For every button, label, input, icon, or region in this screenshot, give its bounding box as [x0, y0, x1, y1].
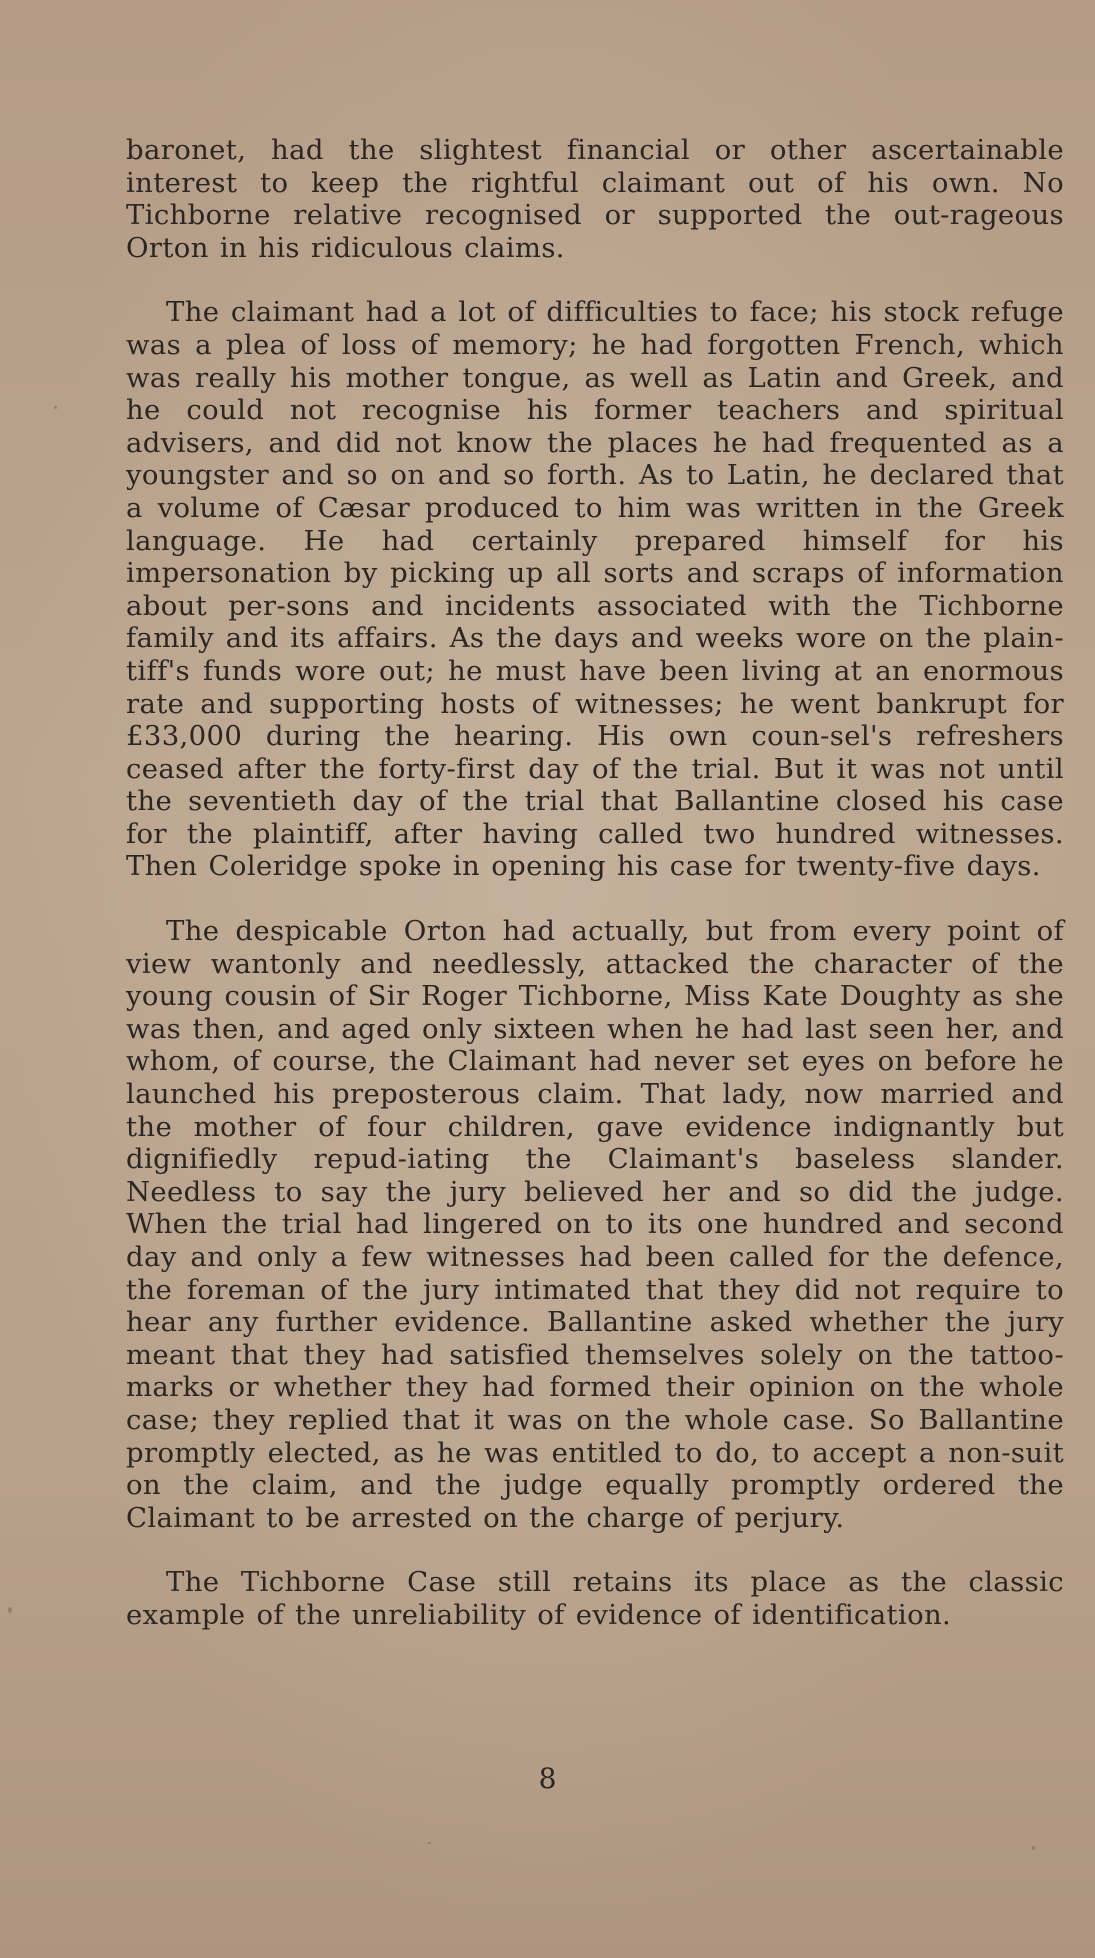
paper-speck — [1032, 1846, 1035, 1850]
paper-speck — [428, 1842, 431, 1844]
paragraph-4: The Tichborne Case still retains its place as the classic example of the unreliability of evidence of identification. — [126, 1566, 1064, 1631]
paragraph-1: baronet, had the slightest financial or other ascertainable interest to keep the rightful claimant out of his own. No Tichborne relative recognised or supported the out-rageous Orton in his ridiculous claims. — [126, 134, 1064, 264]
paper-speck — [54, 406, 57, 409]
page-number: 8 — [538, 1762, 557, 1795]
paragraph-2: The claimant had a lot of difficulties to face; his stock refuge was a plea of loss of memory; he had forgotten French, which was really his mother tongue, as well as Latin and Greek, and he could not recognise his former teachers and spiritual advisers, and did not know the places he had frequented as a youngster and so on and so forth. As to Latin, he declared that a volume of Cæsar produced to him was written in the Greek language. He had certainly prepared himself for his impersonation by picking up all sorts and scraps of information about per-sons and incidents associated with the Tichborne family and its affairs. As the days and weeks wore on the plain-tiff's funds wore out; he must have been living at an enormous rate and supporting hosts of witnesses; he went bankrupt for £33,000 during the hearing. His own coun-sel's refreshers ceased after the forty-first day of the trial. But it was not until the seventieth day of the trial that Ballantine closed his case for the plaintiff, after having called two hundred witnesses. Then Coleridge spoke in opening his case for twenty-five days. — [126, 296, 1064, 883]
paper-speck — [8, 1607, 12, 1613]
paragraph-3: The despicable Orton had actually, but from every point of view wantonly and needlessly, attacked the character of the young cousin of Sir Roger Tichborne, Miss Kate Doughty as she was then, and aged only sixteen when he had last seen her, and whom, of course, the Claimant had never set eyes on before he launched his preposterous claim. That lady, now married and the mother of four children, gave evidence indignantly but dignifiedly repud-iating the Claimant's baseless slander. Needless to say the jury believed her and so did the judge. When the trial had lingered on to its one hundred and second day and only a few witnesses had been called for the defence, the foreman of the jury intimated that they did not require to hear any further evidence. Ballantine asked whether the jury meant that they had satisfied themselves solely on the tattoo-marks or whether they had formed their opinion on the whole case; they replied that it was on the whole case. So Ballantine promptly elected, as he was entitled to do, to accept a non-suit on the claim, and the judge equally promptly ordered the Claimant to be arrested on the charge of perjury. — [126, 915, 1064, 1534]
body-text — [126, 134, 1064, 1664]
